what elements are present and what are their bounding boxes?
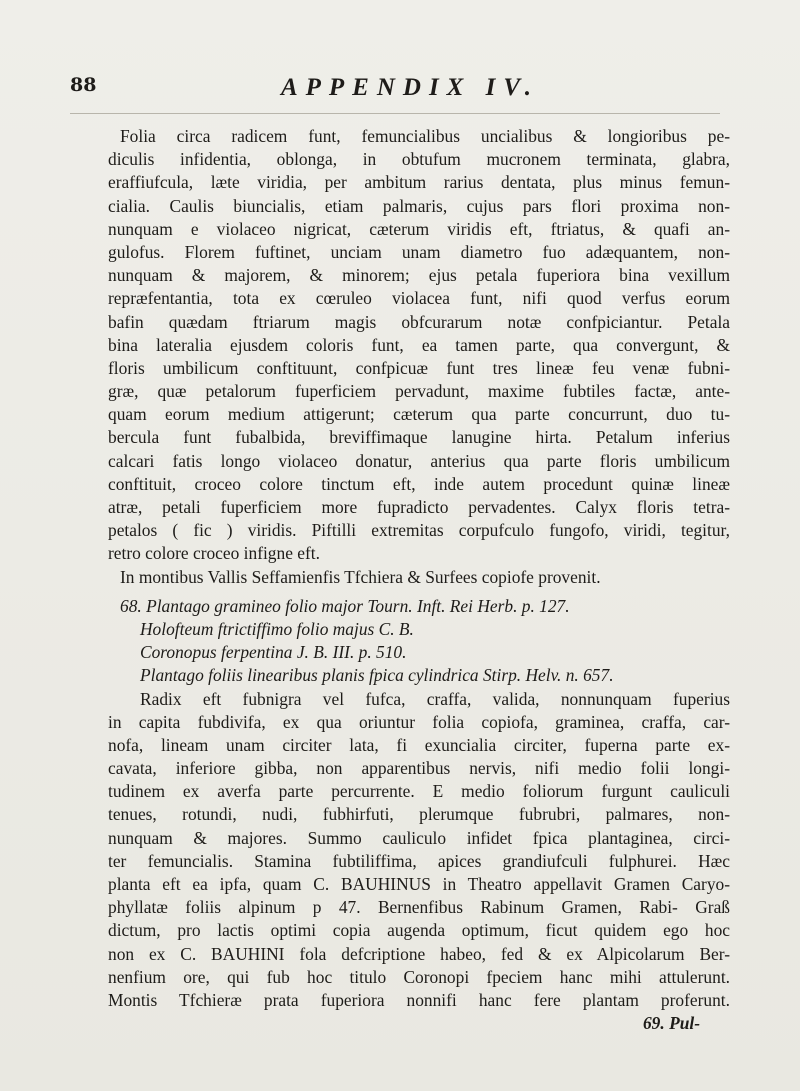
text-line: calcari fatis longo violaceo donatur, anterius qua parte floris umbilicum xyxy=(108,450,730,471)
text-line: bercula funt fubalbida, breviffimaque lanugine hirta. Petalum inferius xyxy=(108,427,730,448)
text-line: bina lateralia ejusdem coloris funt, ea tamen parte, qua convergunt, & xyxy=(108,334,730,355)
text-line: repræfentantia, tota ex cœruleo violacea funt, nifi quod verfus eorum xyxy=(108,288,730,309)
text-line: nunquam & majorem, & minorem; ejus petala fuperiora bina vexillum xyxy=(108,265,730,286)
text-line: atræ, petali fuperficiem more fupradicto pervadentes. Calyx floris tetra- xyxy=(108,497,730,517)
text-line: diculis infidentia, oblonga, in obtufum mucronem terminata, glabra, xyxy=(108,149,730,170)
text-line: floris umbilicum conftituunt, confpicuæ funt tres lineæ feu venæ fubni- xyxy=(108,357,730,378)
text-line: nenfium ore, qui fub hoc titulo Coronopi fpeciem hanc mihi attulerunt. xyxy=(108,966,730,987)
text-line: retro colore croceo infigne eft. xyxy=(108,543,320,564)
text-line: dictum, pro lactis optimi copia augenda optimum, ficut quidem ego hoc xyxy=(108,920,730,941)
text-line: in capita fubdivifa, ex qua oriuntur folia copiofa, graminea, craffa, car- xyxy=(108,711,730,732)
text-line: tenues, rotundi, nudi, fubhirfuti, plerumque fubrubri, palmares, non- xyxy=(108,804,730,825)
text-line: cialia. Caulis biuncialis, etiam palmaris, cujus pars flori proxima non- xyxy=(108,195,730,216)
synonym-line: Plantago foliis linearibus planis fpica cylindrica Stirp. Helv. n. 657. xyxy=(140,665,614,686)
synonym-line: Coronopus ferpentina J. B. III. p. 510. xyxy=(140,642,407,663)
text-line: quam eorum medium attigerunt; cæterum qua parte concurrunt, duo tu- xyxy=(108,404,730,425)
text-line: phyllatæ foliis alpinum p 47. Bernenfibus Rabinum Gramen, Rabi- Graß xyxy=(108,897,730,918)
text-line: conftituit, croceo colore tinctum eft, inde autem procedunt quinæ lineæ xyxy=(108,473,730,494)
text-line: Radix eft fubnigra vel fufca, craffa, valida, nonnunquam fuperius xyxy=(140,688,730,709)
text-line: cavata, inferiore gibba, non apparentibus nervis, nifi medio folii longi- xyxy=(108,758,730,779)
text-line: non ex C. BAUHINI fola defcriptione habeo, fed & ex Alpicolarum Ber- xyxy=(108,943,730,964)
header-rule xyxy=(70,113,720,114)
body-text xyxy=(108,125,730,1035)
text-line: tudinem ex averfa parte percurrente. E medio foliorum furgunt cauliculi xyxy=(108,781,730,802)
text-line: nunquam e violaceo nigricat, cæterum viridis eft, ftriatus, & quafi an- xyxy=(108,218,730,239)
text-line: In montibus Vallis Seffamienfis Tfchiera & Surfees copiofe provenit. xyxy=(120,566,601,587)
text-line: Montis Tfchieræ prata fuperiora nonnifi hanc fere plantam proferunt. xyxy=(108,989,730,1010)
text-line: nunquam & majores. Summo cauliculo infidet fpica plantaginea, circi- xyxy=(108,827,730,848)
entry-heading-68: 68. Plantago gramineo folio major Tourn. Inft. Rei Herb. p. 127. xyxy=(120,595,570,616)
synonym-line: Holofteum ftrictiffimo folio majus C. B. xyxy=(140,618,414,639)
page-header xyxy=(0,74,800,108)
text-line: bafin quædam ftriarum magis obfcurarum notæ confpiciantur. Petala xyxy=(108,311,730,332)
text-line: græ, quæ petalorum fuperficiem pervadunt, maxime fubtiles factæ, ante- xyxy=(108,381,730,402)
text-line: Folia circa radicem funt, femuncialibus uncialibus & longioribus pe- xyxy=(120,126,730,146)
text-line: ter femuncialis. Stamina fubtiliffima, apices grandiufculi fulphurei. Hæc xyxy=(108,850,730,871)
running-title: APPENDIX IV. xyxy=(280,74,540,101)
text-line: petalos ( fic ) viridis. Piftilli extremitas corpufculo fungofo, viridi, tegitur, xyxy=(108,520,730,541)
text-line: nofa, lineam unam circiter lata, fi exuncialia circiter, fuperna parte ex- xyxy=(108,734,730,755)
catchword: 69. Pul- xyxy=(642,1013,700,1034)
text-line: eraffiufcula, læte viridia, per ambitum rarius dentata, plus minus femun- xyxy=(108,172,730,193)
text-line: planta eft ea ipfa, quam C. BAUHINUS in Theatro appellavit Gramen Caryo- xyxy=(108,874,730,894)
page-number: 88 xyxy=(70,74,97,96)
text-line: gulofus. Florem fuftinet, unciam unam diametro fuo adæquantem, non- xyxy=(108,241,730,262)
